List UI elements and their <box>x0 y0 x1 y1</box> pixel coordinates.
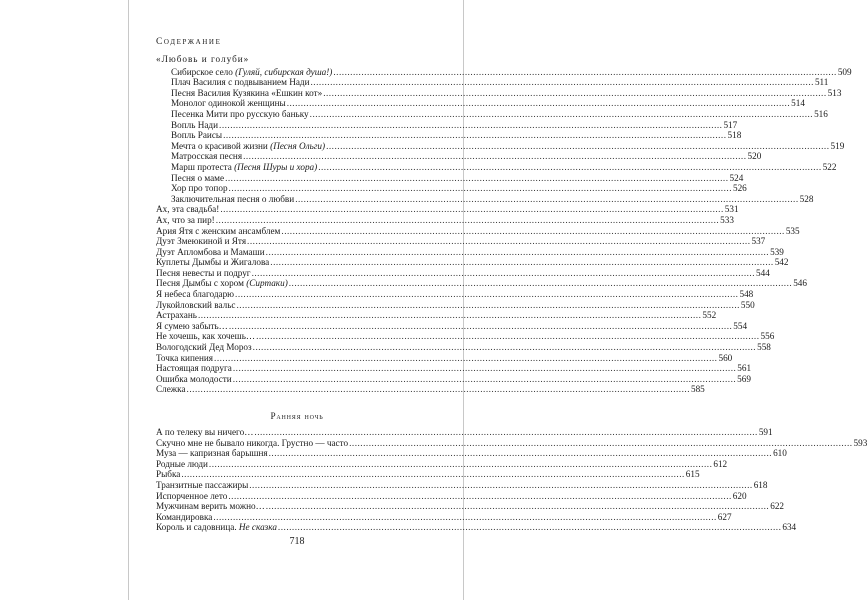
toc-entry-page: 612 <box>713 458 728 469</box>
toc-entry <box>156 87 842 99</box>
toc-entry-page: 591 <box>758 427 773 437</box>
toc-entry-page: 516 <box>814 108 828 119</box>
toc-entry <box>156 331 775 342</box>
toc-entry-title-text: Мужчинам верить можно… <box>156 501 265 512</box>
dot-leader <box>287 98 790 109</box>
dot-leader <box>187 384 690 395</box>
toc-entry-title <box>156 268 251 279</box>
toc-entry <box>156 511 732 523</box>
toc-entry-title <box>156 374 232 385</box>
toc-entry-title-italic: Не сказка <box>238 522 277 533</box>
dot-leader <box>256 331 759 342</box>
page-edge-left <box>128 0 129 600</box>
toc-entry-title <box>171 109 309 120</box>
toc-entry-title-text: Транзитные пассажиры <box>156 479 249 490</box>
dot-leader <box>289 278 792 289</box>
dot-leader <box>181 469 684 480</box>
dot-leader <box>236 300 739 311</box>
toc-entry <box>156 373 751 385</box>
dot-leader <box>213 512 716 523</box>
toc-entry-title <box>171 88 322 99</box>
toc-entry-title-text: Матросская песня <box>171 151 243 162</box>
toc-entry-page: 561 <box>737 363 752 374</box>
toc-entry-title <box>156 491 227 502</box>
dot-leader <box>295 194 798 205</box>
toc-entry <box>156 246 784 258</box>
toc-entry-page: 548 <box>739 289 754 300</box>
toc-entry <box>156 98 805 109</box>
toc-entry <box>156 225 800 237</box>
toc-entry-page: 610 <box>773 448 787 459</box>
dot-leader <box>225 173 728 184</box>
toc-entry <box>156 448 787 459</box>
toc-entry-page: 622 <box>770 501 784 512</box>
toc-entry-page: 509 <box>837 66 852 77</box>
toc-entry-title <box>171 77 310 88</box>
toc-entry <box>156 363 752 374</box>
toc-entry-title-text: Песня Василия Кузякина «Ешкин кот» <box>171 87 323 98</box>
toc-entry-page: 520 <box>747 151 762 162</box>
toc-entry-title <box>156 226 280 237</box>
toc-entry-title-text: Сибирское село <box>171 66 236 77</box>
toc-entry-title <box>156 469 180 480</box>
toc-entry <box>156 384 705 395</box>
toc-entry-title-text: Заключительная песня о любви <box>171 193 295 204</box>
toc-entry-title-text: Король и садовница. <box>156 522 239 533</box>
dot-leader <box>229 321 732 332</box>
toc-entry-title <box>156 331 255 342</box>
toc-entry-title <box>171 183 228 194</box>
toc-entry <box>156 342 771 353</box>
toc-entry-page: 546 <box>793 278 807 289</box>
dot-leader <box>266 501 769 512</box>
dot-leader <box>269 448 772 459</box>
toc-entry <box>156 522 797 533</box>
dot-leader <box>278 522 781 533</box>
toc-entry-title-text: Испорченное лето <box>156 490 228 501</box>
toc-entry-page: 528 <box>799 193 814 204</box>
toc-entry <box>156 66 852 78</box>
dot-leader <box>266 247 769 258</box>
toc-entry <box>156 119 738 131</box>
toc-entry-page: 535 <box>785 225 800 236</box>
dot-leader <box>333 67 836 78</box>
toc-entry-page: 539 <box>770 246 784 257</box>
toc-entry-title <box>156 480 248 491</box>
toc-entry <box>156 108 828 120</box>
dot-leader <box>252 268 755 279</box>
toc-entry-page: 526 <box>732 183 747 194</box>
toc-entry <box>156 437 867 449</box>
toc-entry-page: 560 <box>718 352 733 363</box>
section-item-list <box>156 427 867 533</box>
dot-leader <box>311 77 814 88</box>
dot-leader <box>254 427 757 438</box>
toc-entry-page: 518 <box>727 130 742 141</box>
page-number: 718 <box>289 536 305 547</box>
toc-entry-title-text: Ах, эта свадьба! <box>156 204 220 215</box>
toc-entry <box>156 490 747 502</box>
dot-leader <box>270 257 773 268</box>
toc-entry-title-text: Хор про топор <box>171 183 228 194</box>
toc-entry-page: 522 <box>822 161 837 172</box>
dot-leader <box>233 363 736 374</box>
toc-entry-title <box>156 204 219 215</box>
toc-entry-title <box>156 459 208 470</box>
dot-leader <box>219 120 722 131</box>
toc-entry-page: 514 <box>791 98 805 109</box>
toc-entry-page: 519 <box>830 140 845 151</box>
dot-leader <box>243 151 746 162</box>
toc-entry-page: 517 <box>723 119 738 130</box>
toc-entry <box>156 130 742 141</box>
toc-entry-title <box>156 300 235 311</box>
toc-entry-title <box>156 438 348 449</box>
table-of-contents <box>156 54 867 533</box>
toc-entry-title-text: Песня о маме <box>171 172 225 183</box>
dot-leader <box>209 459 712 470</box>
toc-entry-title-text: Песня Дымбы с хором <box>156 278 247 289</box>
toc-entry-title-text: Ах, что за пир! <box>156 214 215 225</box>
dot-leader <box>247 236 750 247</box>
toc-entry <box>156 501 784 512</box>
toc-entry-title-text: Не хочешь, как хочешь… <box>156 331 256 342</box>
toc-entry <box>156 183 747 194</box>
toc-entry-title <box>156 363 232 374</box>
toc-entry-title <box>171 151 242 162</box>
toc-entry-page: 531 <box>724 204 739 215</box>
toc-entry <box>156 310 717 321</box>
toc-entry-title-text: Песня невесты и подруг <box>156 267 251 278</box>
dot-leader <box>198 310 701 321</box>
toc-entry-page: 513 <box>827 87 842 98</box>
toc-entry-title <box>171 67 332 78</box>
dot-leader <box>216 215 719 226</box>
toc-entry-page: 511 <box>814 77 829 88</box>
toc-entry-title-text: Точка кипения <box>156 352 214 363</box>
toc-entry-title-text: Ошибка молодости <box>156 373 232 384</box>
toc-entry-page: 615 <box>685 469 700 480</box>
toc-entry-page: 618 <box>753 479 768 490</box>
toc-entry-title <box>156 353 213 364</box>
toc-entry-title-text: Дуэт Змеюкиной и Ятя <box>156 236 247 247</box>
toc-entry-title-text: Астрахань <box>156 310 197 321</box>
toc-entry-page: 554 <box>733 320 748 331</box>
toc-entry-title <box>156 512 212 523</box>
toc-entry-title <box>156 321 228 332</box>
toc-entry <box>156 278 807 289</box>
toc-entry-title-italic: (Песня Ольги) <box>270 140 326 151</box>
toc-entry-page: 552 <box>702 310 717 321</box>
dot-leader <box>310 109 813 120</box>
toc-entry-title <box>171 194 294 205</box>
toc-entry-page: 558 <box>757 342 771 353</box>
main-item-list <box>156 204 807 395</box>
toc-entry <box>156 204 739 215</box>
toc-entry-title-text: Рыбка <box>156 469 181 480</box>
dot-leader <box>235 289 738 300</box>
toc-entry <box>156 193 814 205</box>
dot-leader <box>349 438 852 449</box>
dot-leader <box>229 183 732 194</box>
toc-entry-title-italic: (Сиртаки) <box>246 278 288 289</box>
toc-entry <box>156 299 755 311</box>
toc-entry-page: 542 <box>774 257 789 268</box>
dot-leader <box>233 374 736 385</box>
toc-entry-title <box>156 384 186 395</box>
dot-leader <box>228 491 731 502</box>
toc-entry-title-text: Марш протеста <box>171 161 235 172</box>
toc-entry-page: 537 <box>751 236 766 247</box>
toc-entry <box>156 320 748 332</box>
toc-entry-title-text: Командировка <box>156 511 213 522</box>
dot-leader <box>223 130 726 141</box>
toc-entry-page: 550 <box>740 299 755 310</box>
toc-entry-title <box>171 173 224 184</box>
toc-entry-title-text: Настоящая подруга <box>156 363 232 374</box>
dot-leader <box>220 204 723 215</box>
toc-entry-title-text: А по телеку вы ничего… <box>156 427 254 437</box>
toc-entry <box>156 469 700 480</box>
section-title: Ранняя ночь <box>270 411 324 421</box>
toc-entry-title-text: Мечта о красивой жизни <box>171 140 271 151</box>
toc-entry <box>156 151 762 162</box>
dot-leader <box>326 141 829 152</box>
toc-entry-title <box>156 289 234 300</box>
dot-leader <box>253 342 756 353</box>
toc-entry-title-text: Плач Василия с подвыванием Нади <box>171 77 310 88</box>
toc-entry <box>156 161 837 173</box>
toc-entry-page: 544 <box>756 267 770 278</box>
toc-entry-page: 533 <box>720 214 734 225</box>
toc-entry-title <box>156 236 246 247</box>
dot-leader <box>323 88 826 99</box>
dot-leader <box>281 226 784 237</box>
toc-entry-title <box>171 98 286 109</box>
toc-entry-title <box>156 342 252 353</box>
toc-entry-title <box>156 215 215 226</box>
toc-entry <box>156 77 829 88</box>
toc-entry-page: 585 <box>690 384 705 395</box>
toc-entry-title-text: Скучно мне не бывало никогда. Грустно — часто <box>156 437 349 448</box>
toc-entry-page: 524 <box>729 172 744 183</box>
toc-entry-title-text: Ария Ятя с женским ансамблем <box>156 225 281 236</box>
toc-entry-page: 634 <box>782 522 797 533</box>
toc-entry-title <box>171 141 325 152</box>
toc-entry-title-text: Слежка <box>156 384 186 395</box>
toc-entry-title-text: Я небеса благодарю <box>156 289 235 300</box>
toc-entry-title-text: Куплеты Дымбы и Жигалова <box>156 257 270 268</box>
toc-entry <box>156 289 754 300</box>
toc-entry-title <box>171 130 222 141</box>
toc-entry <box>156 172 744 184</box>
toc-entry-page: 620 <box>732 490 747 501</box>
toc-entry <box>156 236 766 247</box>
toc-entry-title <box>171 162 317 173</box>
toc-entry <box>156 140 845 152</box>
toc-entry-title-text: Вопль Раисы <box>171 130 223 141</box>
toc-entry-title-text: Монолог одинокой женщины <box>171 98 286 109</box>
toc-entry-page: 627 <box>717 511 732 522</box>
dot-leader <box>249 480 752 491</box>
toc-entry <box>156 427 773 438</box>
running-head: Содержание <box>156 37 222 47</box>
toc-entry-title-text: Вологодский Дед Мороз <box>156 342 252 353</box>
toc-entry-title-italic: (Песня Шуры и хора) <box>234 161 318 172</box>
toc-entry-page: 569 <box>737 373 751 384</box>
dot-leader <box>214 353 717 364</box>
toc-entry <box>156 458 728 470</box>
toc-entry-title-text: Родные люди <box>156 458 208 469</box>
toc-entry-title-text: Лукойловский вальс <box>156 299 236 310</box>
toc-entry <box>156 214 734 226</box>
toc-entry <box>156 257 789 268</box>
toc-entry-title-text: Вопль Нади <box>171 119 219 130</box>
toc-entry-title-italic: (Гуляй, сибирская душа!) <box>235 66 333 77</box>
toc-entry-title <box>156 448 268 459</box>
toc-entry-title <box>156 522 277 533</box>
part-item-list <box>156 66 852 205</box>
toc-entry-page: 593 <box>853 437 867 448</box>
toc-entry-title <box>156 427 253 438</box>
toc-entry-title <box>171 120 218 131</box>
toc-entry-title-text: Муза — капризная барышня <box>156 448 268 459</box>
dot-leader <box>318 162 821 173</box>
toc-entry <box>156 267 770 279</box>
toc-entry-title <box>156 310 197 321</box>
toc-entry-title-text: Я сумею забыть… <box>156 320 228 331</box>
toc-entry-title-text: Дуэт Апломбова и Мамаши <box>156 246 265 257</box>
toc-entry-title <box>156 501 265 512</box>
toc-entry <box>156 352 733 364</box>
toc-entry-page: 556 <box>760 331 775 342</box>
part-title: «Любовь и голуби» <box>156 54 250 64</box>
toc-entry-title <box>156 278 288 289</box>
toc-entry-title <box>156 257 269 268</box>
toc-entry-title <box>156 247 265 258</box>
toc-entry <box>156 479 768 491</box>
toc-entry-title-text: Песенка Мити про русскую баньку <box>171 108 309 119</box>
